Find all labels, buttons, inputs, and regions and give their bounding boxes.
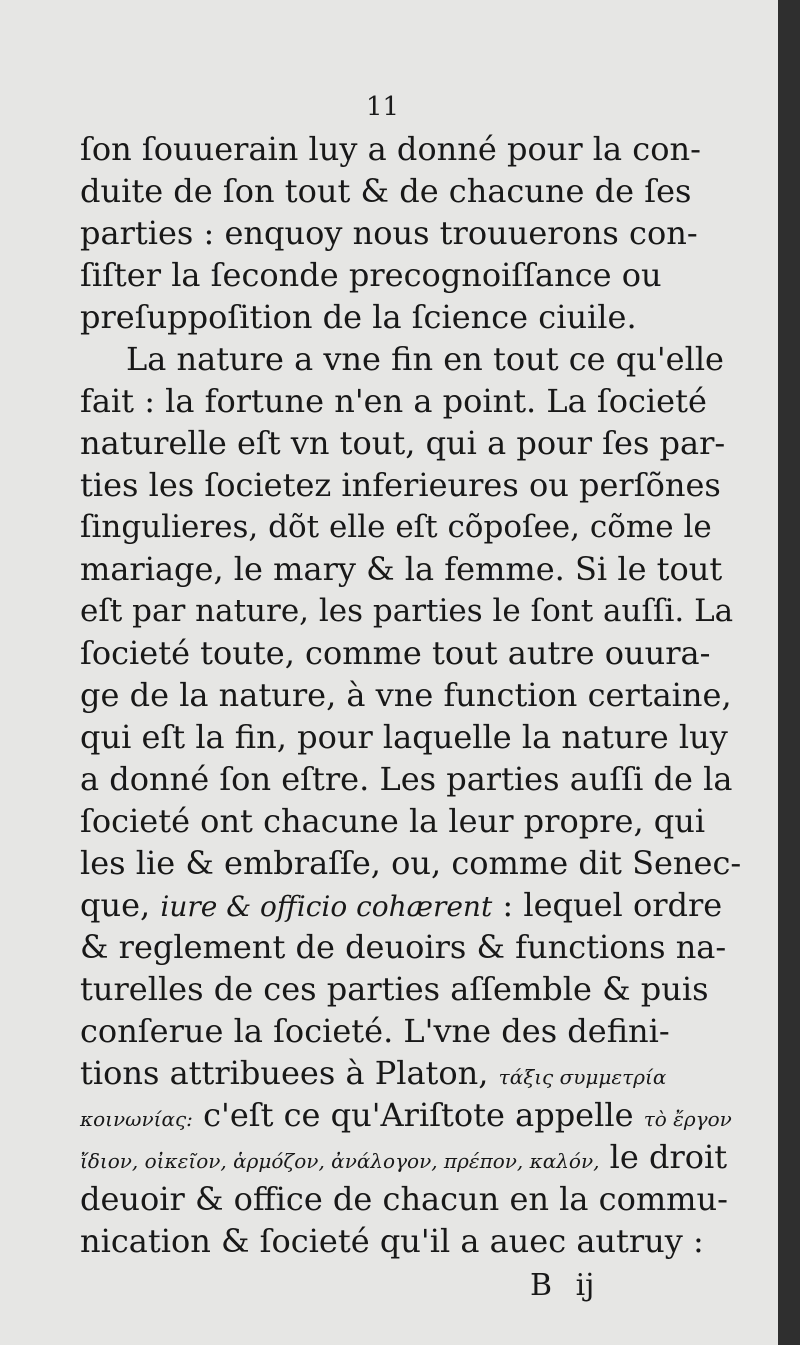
body-text bbox=[80, 128, 742, 1262]
text-line: ſiſter la ſeconde precognoiſſance ou bbox=[80, 256, 662, 294]
text-line: a donné ſon eſtre. Les parties auſſi de la bbox=[80, 760, 733, 798]
text-line-with-greek bbox=[80, 1094, 732, 1136]
text-line-with-greek bbox=[80, 1052, 720, 1094]
text-line-with-greek bbox=[80, 1136, 728, 1178]
text-line: parties : enquoy nous trouuerons con- bbox=[80, 214, 698, 252]
text-line: duite de ſon tout & de chacune de ſes bbox=[80, 172, 692, 210]
text-segment: c'eſt ce qu'Ariſtote appelle bbox=[192, 1096, 644, 1134]
text-line: ge de la nature, à vne function certaine, bbox=[80, 676, 732, 714]
catchword-signature: B ij bbox=[530, 1268, 595, 1303]
greek-quotation: τὸ ἔργον bbox=[643, 1107, 732, 1131]
greek-quotation: κοινωνίας: bbox=[80, 1107, 193, 1131]
greek-quotation: τάξις συμμετρία bbox=[498, 1065, 667, 1089]
text-line: ſingulieres, dõt elle eſt cõpoſee, cõme le bbox=[80, 509, 712, 545]
text-line: ties les ſocietez inferieures ou perſõnes bbox=[80, 466, 721, 504]
latin-quotation: iure & officio cohærent bbox=[160, 890, 493, 923]
text-line: deuoir & office de chacun en la commu- bbox=[80, 1180, 728, 1218]
text-line: fait : la fortune n'en a point. La ſocieté bbox=[80, 382, 707, 420]
greek-quotation: ἴδιον, οἰκεῖον, ἁρμόζον, ἀνάλογον, πρέπον, καλόν, bbox=[80, 1149, 600, 1173]
text-line: naturelle eſt vn tout, qui a pour ſes par- bbox=[80, 424, 726, 462]
text-line: conſerue la ſocieté. L'vne des defini- bbox=[80, 1012, 670, 1050]
page-number: 11 bbox=[366, 92, 400, 122]
text-line: turelles de ces parties aſſemble & puis bbox=[80, 970, 709, 1008]
text-line: qui eſt la fin, pour laquelle la nature luy bbox=[80, 718, 728, 756]
text-line: ſocieté ont chacune la leur propre, qui bbox=[80, 802, 706, 840]
text-line-with-latin-quote bbox=[80, 884, 723, 926]
page-edge-shadow bbox=[778, 0, 800, 1345]
text-line: les lie & embraſſe, ou, comme dit Senec- bbox=[80, 844, 742, 882]
text-segment: : lequel ordre bbox=[492, 886, 723, 924]
text-segment: le droit bbox=[599, 1138, 728, 1176]
text-line: ſon ſouuerain luy a donné pour la con- bbox=[80, 130, 701, 168]
text-line: preſuppoſition de la ſcience ciuile. bbox=[80, 298, 637, 336]
text-line: nication & ſocieté qu'il a auec autruy : bbox=[80, 1222, 704, 1260]
text-segment: que, bbox=[80, 886, 161, 924]
paragraph-first-line: La nature a vne fin en tout ce qu'elle bbox=[126, 340, 724, 378]
text-line: ſocieté toute, comme tout autre ouura- bbox=[80, 634, 711, 672]
text-line: & reglement de deuoirs & functions na- bbox=[80, 928, 727, 966]
text-line: eſt par nature, les parties le ſont auſſi. La bbox=[80, 593, 734, 629]
text-line: mariage, le mary & la femme. Si le tout bbox=[80, 550, 723, 588]
text-segment: tions attribuees à Platon, bbox=[80, 1054, 499, 1092]
